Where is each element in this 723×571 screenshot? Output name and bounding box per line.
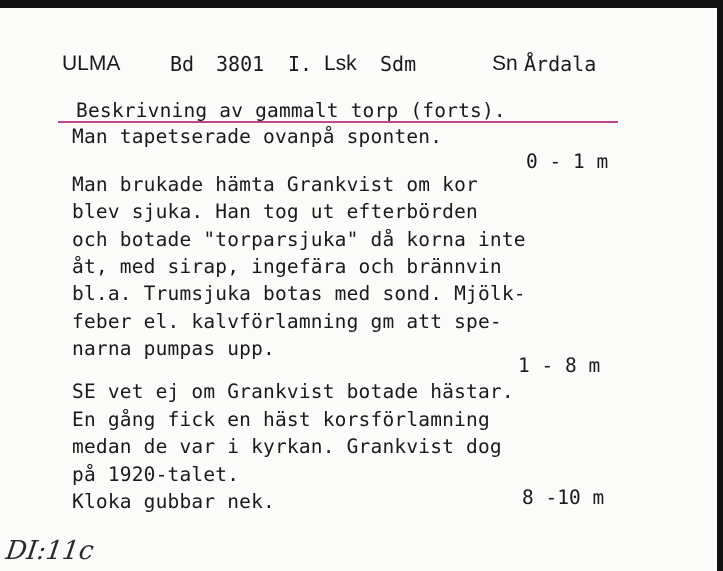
text-line-7: feber el. kalvförlamning gm att spe- [72, 310, 502, 333]
roman-numeral: I. [288, 52, 313, 76]
text-line-10: En gång fick en häst korsförlamning [72, 408, 490, 431]
parish-name: Årdala [524, 52, 597, 76]
district-code: Sdm [380, 52, 417, 76]
reference-2: 1 - 8 m [518, 354, 601, 377]
text-line-6: bl.a. Trumsjuka botas med sond. Mjölk- [72, 282, 526, 305]
text-line-3: blev sjuka. Han tog ut efterbörden [72, 200, 478, 223]
handwritten-signature: DI:11c [3, 536, 96, 566]
text-line-2: Man brukade hämta Grankvist om kor [72, 173, 478, 196]
text-line-4: och botade "torparsjuka" då korna inte [72, 228, 526, 251]
text-line-11: medan de var i kyrkan. Grankvist dog [72, 435, 502, 458]
archive-code: ULMA [62, 52, 121, 75]
text-line-5: åt, med sirap, ingefära och brännvin [72, 255, 502, 278]
text-line-9: SE vet ej om Grankvist botade hästar. [72, 380, 514, 403]
text-line-8: narna pumpas upp. [72, 337, 275, 360]
province-code: Lsk [324, 52, 357, 75]
card-title: Beskrivning av gammalt torp (forts). [76, 99, 506, 122]
reference-3: 8 -10 m [522, 486, 605, 509]
text-line-13: Kloka gubbar nek. [72, 490, 275, 513]
reference-1: 0 - 1 m [526, 150, 609, 173]
volume-number: 3801 [216, 52, 265, 76]
volume-label: Bd [170, 52, 195, 76]
text-line-12: på 1920-talet. [72, 463, 240, 486]
parish-prefix: Sn [492, 52, 518, 75]
text-line-1: Man tapetserade ovanpå sponten. [72, 125, 443, 148]
title-underline [58, 121, 618, 123]
